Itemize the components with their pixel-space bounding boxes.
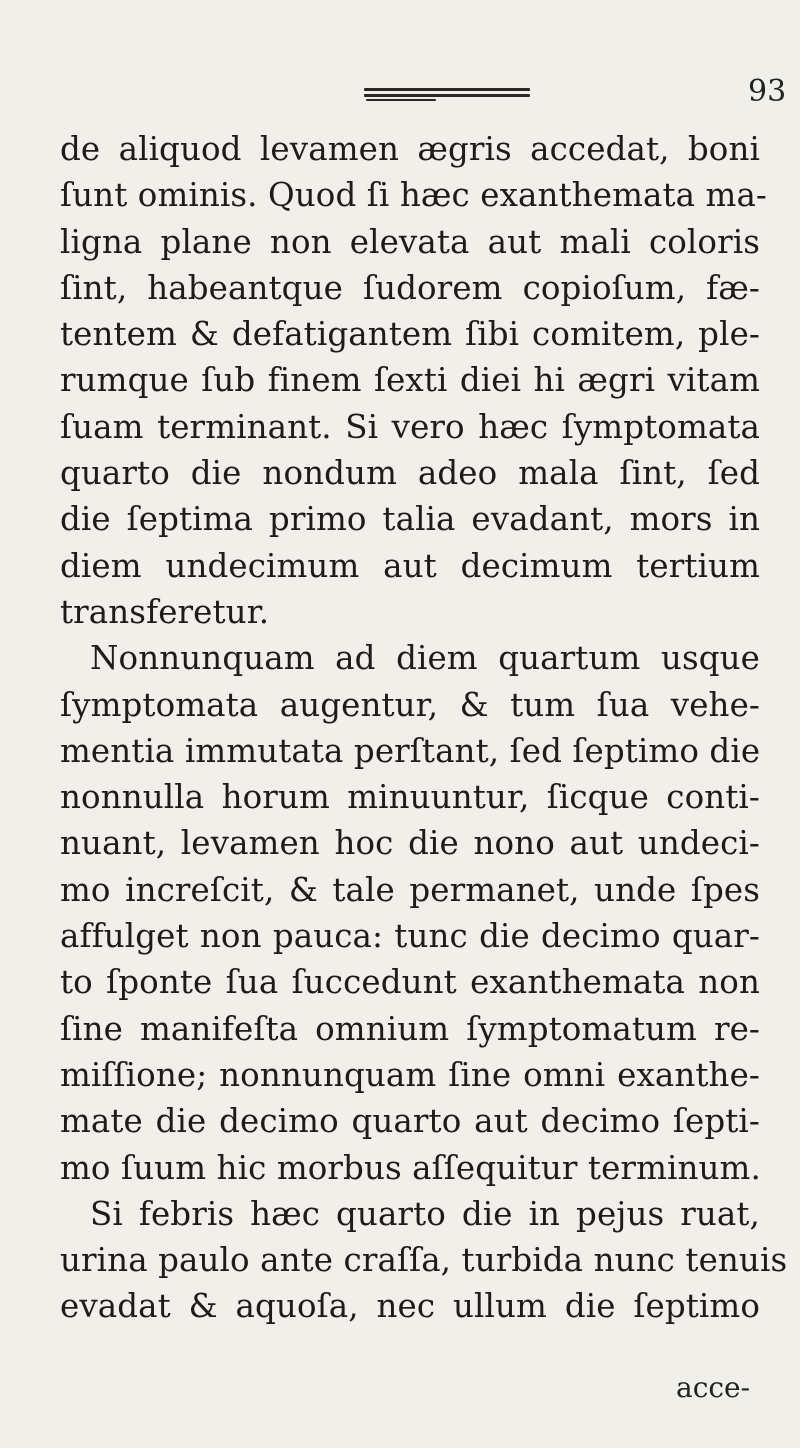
text-line: quarto die nondum adeo mala ſint, ſed — [60, 454, 760, 493]
text-line: de aliquod levamen ægris accedat, boni — [60, 130, 760, 168]
text-line: ſunt ominis. Quod ſi hæc exanthemata ma- — [60, 176, 768, 215]
paragraph-start-line: Nonnunquam ad diem quartum usque — [90, 639, 760, 678]
text-line: nuant, levamen hoc die nono aut undeci- — [60, 824, 760, 863]
text-line: ſint, habeantque ſudorem copioſum, fæ- — [60, 268, 760, 307]
text-line: nonnulla horum minuuntur, ſicque conti- — [60, 778, 760, 817]
text-line: tentem & defatigantem ſibi comitem, ple- — [60, 315, 760, 354]
page-number: 93 — [748, 74, 787, 109]
catchword: acce- — [676, 1371, 751, 1404]
text-line: urina paulo ante craſſa, turbida nunc tenuis — [60, 1241, 788, 1280]
text-line: rumque ſub finem ſexti diei hi ægri vitam — [60, 361, 760, 400]
header-ornament-rule — [364, 86, 530, 102]
text-line: mo ſuum hic morbus aſſequitur terminum. — [60, 1148, 761, 1187]
text-line: miſſione; nonnunquam ſine omni exanthe- — [60, 1055, 760, 1094]
text-line: ſuam terminant. Si vero hæc ſymptomata — [60, 407, 760, 446]
text-line: ſine manifeſta omnium ſymptomatum re- — [60, 1009, 760, 1048]
text-line: mate die decimo quarto aut decimo ſepti- — [60, 1102, 760, 1141]
text-line: transferetur. — [60, 592, 270, 631]
text-line: mo increſcit, & tale permanet, unde ſpes — [60, 870, 760, 909]
text-line: diem undecimum aut decimum tertium — [60, 546, 760, 585]
text-line: evadat & aquoſa, nec ullum die ſeptimo — [60, 1287, 760, 1326]
body-text — [60, 126, 788, 1330]
text-line: die ſeptima primo talia evadant, mors in — [60, 500, 760, 539]
text-line: mentia immutata perſtant, ſed ſeptimo die — [60, 731, 761, 770]
text-line: affulget non pauca: tunc die decimo quar- — [60, 917, 760, 956]
text-line: to ſponte ſua ſuccedunt exanthemata non — [60, 963, 760, 1002]
paragraph-start-line: Si febris hæc quarto die in pejus ruat, — [90, 1194, 760, 1233]
text-line: ligna plane non elevata aut mali coloris — [60, 222, 760, 261]
text-line: ſymptomata augentur, & tum ſua vehe- — [60, 685, 760, 724]
